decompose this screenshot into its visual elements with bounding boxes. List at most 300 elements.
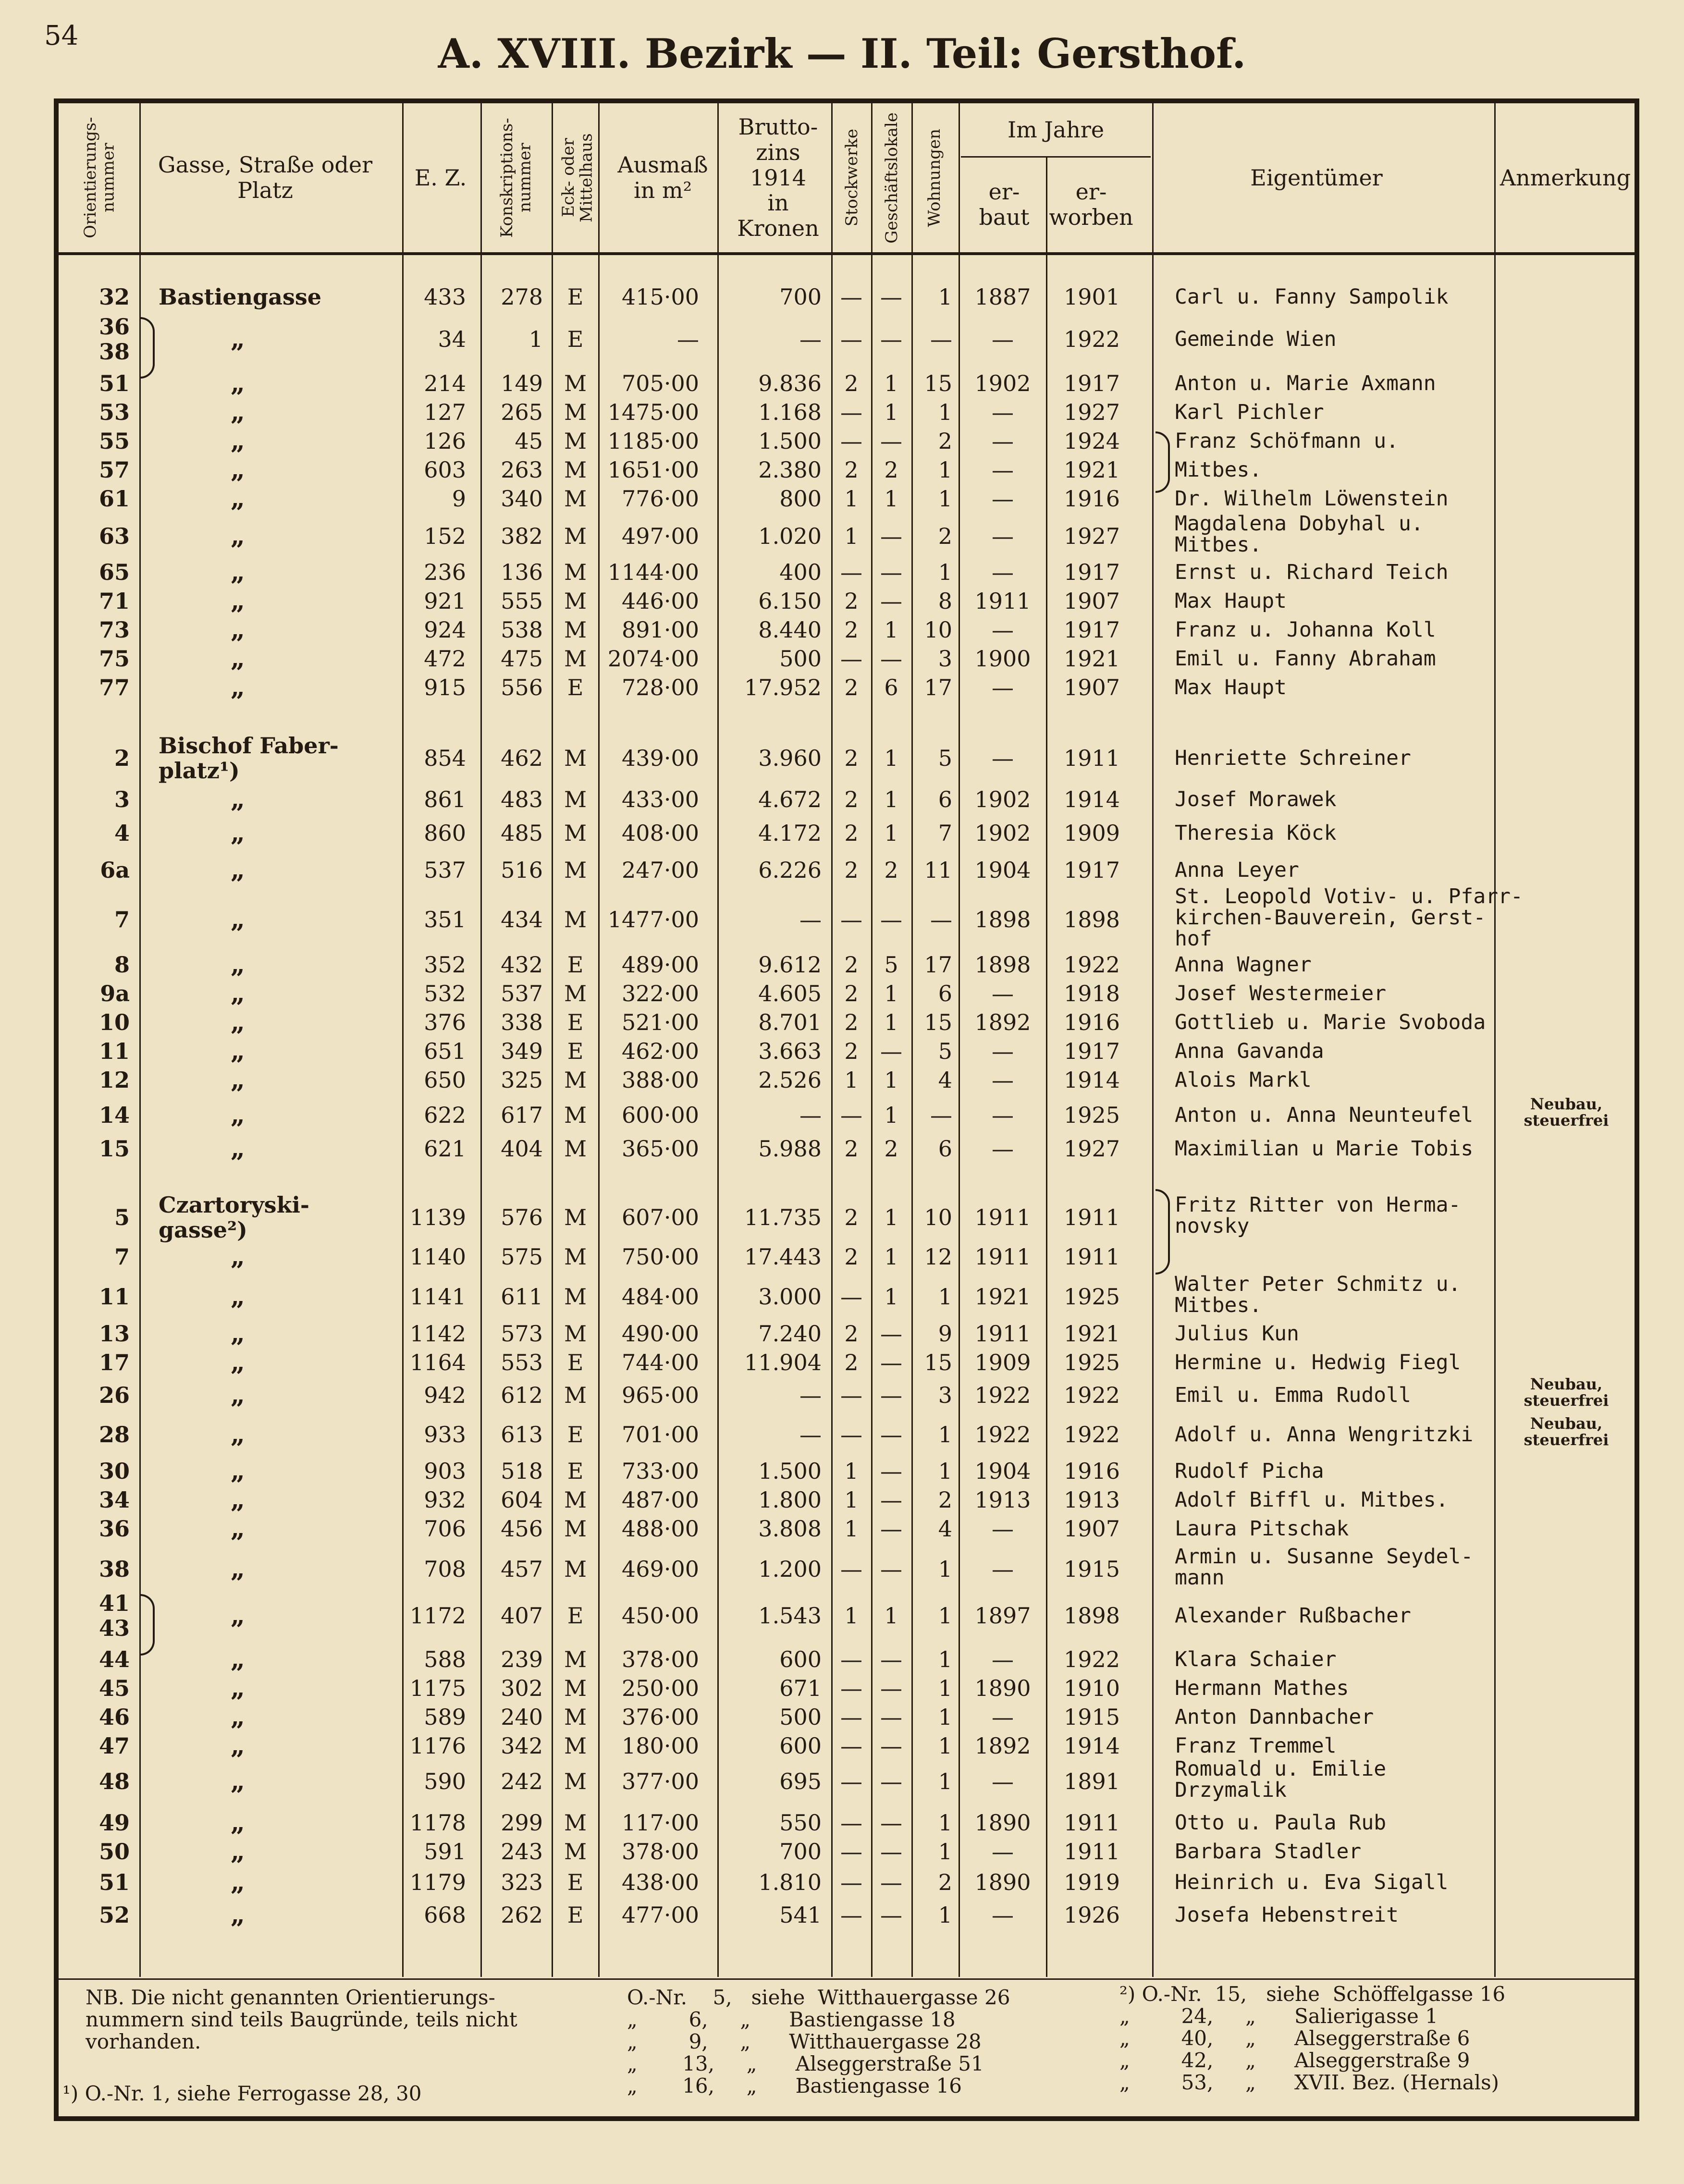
cell-st: 2 [844, 1244, 859, 1270]
cell-st: — [840, 1102, 862, 1128]
footnote-1: ¹) O.-Nr. 1, siehe Ferrogasse 28, 30 [62, 2082, 422, 2105]
cell-area: 733·00 [622, 1458, 699, 1484]
cell-built: 1921 [974, 1284, 1031, 1310]
cell-st: 2 [844, 1350, 859, 1375]
cell-kn: 243 [501, 1839, 543, 1865]
cell-wo: 6 [938, 1136, 952, 1162]
cell-wo: 3 [938, 1382, 952, 1408]
cell-em: M [564, 745, 587, 771]
cell-built: 1913 [974, 1487, 1031, 1513]
cell-owner: Anton u. Marie Axmann [1175, 371, 1436, 395]
table-row [0, 1702, 1684, 1731]
cell-gl: — [880, 1768, 902, 1794]
cell-em: E [567, 1009, 584, 1035]
cell-kn: 242 [501, 1768, 543, 1794]
cell-wo: 17 [924, 952, 952, 978]
cell-gl: 2 [884, 857, 898, 883]
cell-ez: 708 [424, 1556, 466, 1582]
cell-acq: 1891 [1063, 1768, 1120, 1794]
cell-acq: 1916 [1063, 486, 1120, 512]
cell-street: „ [231, 1134, 245, 1163]
cell-owner: Heinrich u. Eva Sigall [1175, 1870, 1449, 1894]
cell-acq: 1916 [1063, 1009, 1120, 1035]
cell-owner: Anna Wagner [1175, 953, 1312, 977]
cell-acq: 1927 [1063, 399, 1120, 425]
table-row [0, 1590, 1684, 1641]
cell-built: — [992, 617, 1014, 643]
cell-ez: 214 [424, 370, 466, 396]
cell-ez: 706 [424, 1516, 466, 1542]
cell-rent: 550 [779, 1810, 822, 1836]
cell-street: „ [231, 1900, 245, 1929]
cell-owner: Franz Schöfmann u. [1175, 429, 1399, 453]
cell-kn: 323 [501, 1869, 543, 1895]
cell-rent: 700 [779, 284, 822, 310]
cell-area: 378·00 [622, 1839, 699, 1865]
cell-area: 2074·00 [607, 646, 699, 672]
cell-owner: Hermine u. Hedwig Fiegl [1175, 1350, 1461, 1374]
cell-acq: 1922 [1063, 1422, 1120, 1448]
cell-rent: 4.605 [758, 981, 822, 1006]
cell-st: 2 [844, 588, 859, 614]
cell-wo: 1 [938, 1733, 952, 1759]
cell-on: 73 [98, 617, 130, 643]
cell-acq: 1925 [1063, 1350, 1120, 1375]
cell-em: M [564, 1487, 587, 1513]
cell-wo: 15 [924, 1350, 952, 1375]
cell-area: 1477·00 [607, 907, 699, 932]
cell-owner: Josefa Hebenstreit [1175, 1903, 1399, 1927]
cell-kn: 555 [501, 588, 543, 614]
cell-built: — [992, 1516, 1014, 1542]
cell-wo: 1 [938, 486, 952, 512]
cell-kn: 240 [501, 1704, 543, 1730]
table-row [0, 1839, 1684, 1864]
cell-em: M [564, 588, 587, 614]
cell-st: — [840, 1810, 862, 1836]
cell-acq: 1911 [1063, 1839, 1120, 1865]
cell-gl: 1 [884, 617, 898, 643]
cell-built: — [992, 1038, 1014, 1064]
table-row [0, 457, 1684, 482]
cell-wo: 6 [938, 981, 952, 1006]
cell-owner: Maximilian u Marie Tobis [1175, 1137, 1474, 1161]
cell-street: „ [231, 615, 245, 644]
cell-rent: 17.952 [744, 675, 822, 700]
cell-area: 1185·00 [607, 428, 699, 454]
cell-em: M [564, 1204, 587, 1230]
cell-street: Czartoryski- gasse²) [159, 1192, 310, 1243]
cell-rent: 4.672 [758, 786, 822, 812]
cell-acq: 1911 [1063, 1810, 1120, 1836]
table-row [0, 1456, 1684, 1485]
cell-area: 376·00 [622, 1704, 699, 1730]
cell-ez: 650 [424, 1067, 466, 1093]
cell-st: — [840, 1902, 862, 1928]
cell-wo: 5 [938, 1038, 952, 1064]
cell-em: E [567, 1458, 584, 1484]
cell-em: M [564, 786, 587, 812]
cell-built: 1892 [974, 1009, 1031, 1035]
cell-gl: — [880, 1422, 902, 1448]
cell-built: — [992, 428, 1014, 454]
cell-acq: 1915 [1063, 1556, 1120, 1582]
cell-street: „ [231, 1673, 245, 1703]
cell-rent: 800 [779, 486, 822, 512]
cell-em: M [564, 1136, 587, 1162]
cell-gl: — [880, 523, 902, 549]
cell-acq: 1914 [1063, 1067, 1120, 1093]
table-row [0, 1414, 1684, 1449]
cell-wo: 1 [938, 1902, 952, 1928]
cell-wo: 1 [938, 559, 952, 585]
cell-kn: 573 [501, 1321, 543, 1347]
cell-ez: 861 [424, 786, 466, 812]
cell-on: 53 [98, 399, 130, 425]
cell-rent: 8.440 [758, 617, 822, 643]
cell-st: — [840, 326, 862, 352]
cell-street: „ [231, 979, 245, 1008]
cell-area: 415·00 [622, 284, 699, 310]
cell-wo: 1 [938, 399, 952, 425]
cell-area: 488·00 [622, 1516, 699, 1542]
cell-gl: — [880, 326, 902, 352]
cell-on: 28 [98, 1422, 130, 1448]
cell-kn: 617 [501, 1102, 543, 1128]
cell-ez: 621 [424, 1136, 466, 1162]
cell-kn: 382 [501, 523, 543, 549]
cell-kn: 576 [501, 1204, 543, 1230]
cell-st: — [840, 399, 862, 425]
cell-area: 600·00 [622, 1102, 699, 1128]
cell-em: M [564, 1733, 587, 1759]
cell-street: „ [231, 785, 245, 814]
header-wohnungen: Wohnungen [925, 128, 945, 227]
cell-area: 377·00 [622, 1768, 699, 1794]
cell-owner: Franz u. Johanna Koll [1175, 618, 1436, 642]
header-brutto: Brutto-zins 1914 in Kronen [737, 113, 819, 242]
cell-em: M [564, 399, 587, 425]
cell-rent: 500 [779, 646, 822, 672]
cell-built: 1902 [974, 786, 1031, 812]
cell-ez: 590 [424, 1768, 466, 1794]
cell-on: 71 [98, 588, 130, 614]
cell-built: — [992, 1902, 1014, 1928]
cell-gl: — [880, 1516, 902, 1542]
cell-acq: 1914 [1063, 786, 1120, 812]
cell-built: 1890 [974, 1869, 1031, 1895]
cell-acq: 1921 [1063, 646, 1120, 672]
table-row [0, 368, 1684, 398]
cell-wo: 1 [938, 1810, 952, 1836]
cell-owner: Anna Gavanda [1175, 1039, 1324, 1063]
cell-street: „ [231, 1282, 245, 1311]
cell-wo: 2 [938, 428, 952, 454]
cell-acq: 1911 [1063, 745, 1120, 771]
cell-gl: 1 [884, 820, 898, 846]
cell-wo: 1 [938, 1458, 952, 1484]
table-row [0, 884, 1684, 951]
cell-rent: 1.810 [758, 1869, 822, 1895]
cell-on: 52 [98, 1902, 130, 1928]
cell-wo: 2 [938, 1869, 952, 1895]
cell-rent: 1.020 [758, 523, 822, 549]
cell-rent: 7.240 [758, 1321, 822, 1347]
table-row [0, 1487, 1684, 1512]
cell-on: 17 [98, 1350, 130, 1375]
cell-street: „ [231, 324, 245, 354]
cell-street: „ [231, 1837, 245, 1866]
cell-on: 48 [98, 1768, 130, 1794]
cell-acq: 1921 [1063, 457, 1120, 483]
cell-gl: 6 [884, 675, 898, 700]
cell-st: — [840, 1646, 862, 1672]
cell-st: — [840, 284, 862, 310]
cell-area: 462·00 [622, 1038, 699, 1064]
cell-wo: 12 [924, 1244, 952, 1270]
cell-gl: — [880, 1038, 902, 1064]
cell-gl: — [880, 1733, 902, 1759]
cell-street: „ [231, 1867, 245, 1897]
cell-kn: 239 [501, 1646, 543, 1672]
cell-ez: 921 [424, 588, 466, 614]
footnote-mid: O.-Nr. 5, siehe Witthauergasse 26 „ 6, „ Bastiengasse 18 „ 9, „ Witthauergasse 28 „ 13, „ Alseggerstraße 51 „ 16, „ Bastiengasse 16 [627, 1986, 1010, 2098]
cell-wo: 2 [938, 523, 952, 549]
cell-wo: 15 [924, 370, 952, 396]
cell-area: 750·00 [622, 1244, 699, 1270]
cell-street: „ [231, 426, 245, 455]
cell-on: 41 43 [98, 1590, 130, 1641]
cell-ez: 9 [452, 486, 466, 512]
cell-em: M [564, 457, 587, 483]
cell-acq: 1922 [1063, 1646, 1120, 1672]
cell-acq: 1898 [1063, 1603, 1120, 1629]
cell-owner: Emil u. Fanny Abraham [1175, 647, 1436, 671]
cell-em: M [564, 617, 587, 643]
cell-rent: — [799, 326, 822, 352]
table-row [0, 1272, 1684, 1317]
cell-ez: 924 [424, 617, 466, 643]
cell-ez: 860 [424, 820, 466, 846]
cell-rent: 600 [779, 1733, 822, 1759]
cell-wo: 1 [938, 1646, 952, 1672]
cell-em: M [564, 1839, 587, 1865]
cell-street: „ [231, 1731, 245, 1760]
cell-owner: Anna Leyer [1175, 858, 1299, 882]
cell-area: 744·00 [622, 1350, 699, 1375]
cell-gl: 1 [884, 1067, 898, 1093]
cell-owner: Adolf u. Anna Wengritzki [1175, 1423, 1474, 1447]
cell-rent: 2.380 [758, 457, 822, 483]
cell-wo: 1 [938, 1675, 952, 1701]
table-row [0, 733, 1684, 784]
cell-ez: 651 [424, 1038, 466, 1064]
cell-kn: 265 [501, 399, 543, 425]
cell-st: 2 [844, 786, 859, 812]
cell-on: 26 [98, 1382, 130, 1408]
cell-wo: 1 [938, 1768, 952, 1794]
cell-kn: 407 [501, 1603, 543, 1629]
cell-kn: 457 [501, 1556, 543, 1582]
cell-street: „ [231, 905, 245, 934]
cell-acq: 1909 [1063, 820, 1120, 846]
cell-em: E [567, 1350, 584, 1375]
cell-em: M [564, 1704, 587, 1730]
cell-ez: 588 [424, 1646, 466, 1672]
cell-gl: — [880, 1382, 902, 1408]
cell-area: 250·00 [622, 1675, 699, 1701]
cell-st: 1 [844, 1516, 859, 1542]
cell-gl: — [880, 1869, 902, 1895]
cell-built: 1911 [974, 1244, 1031, 1270]
cell-built: 1898 [974, 907, 1031, 932]
cell-em: E [567, 675, 584, 700]
cell-built: — [992, 1839, 1014, 1865]
cell-owner: St. Leopold Votiv- u. Pfarr- kirchen-Bauverein, Gerst- hof [1175, 884, 1523, 951]
cell-owner: Henriette Schreiner [1175, 746, 1411, 770]
cell-kn: 518 [501, 1458, 543, 1484]
cell-area: 433·00 [622, 786, 699, 812]
table-row [0, 512, 1684, 557]
cell-built: 1890 [974, 1675, 1031, 1701]
cell-acq: 1901 [1063, 284, 1120, 310]
cell-built: 1902 [974, 370, 1031, 396]
cell-kn: 404 [501, 1136, 543, 1162]
cell-acq: 1916 [1063, 1458, 1120, 1484]
cell-built: 1911 [974, 588, 1031, 614]
cell-on: 10 [98, 1009, 130, 1035]
cell-st: 1 [844, 1458, 859, 1484]
cell-ez: 854 [424, 745, 466, 771]
cell-em: M [564, 523, 587, 549]
header-stockwerke: Stockwerke [842, 129, 862, 227]
cell-built: — [992, 1556, 1014, 1582]
header-geschaeftslokale: Geschäftslokale [882, 112, 902, 244]
table-row [0, 1350, 1684, 1375]
cell-built: — [992, 745, 1014, 771]
cell-kn: 613 [501, 1422, 543, 1448]
cell-street: „ [231, 1380, 245, 1410]
cell-ez: 589 [424, 1704, 466, 1730]
cell-acq: 1925 [1063, 1284, 1120, 1310]
cell-on: 36 38 [98, 314, 130, 365]
cell-kn: 604 [501, 1487, 543, 1513]
cell-owner: Josef Morawek [1175, 787, 1337, 811]
cell-street: „ [231, 1100, 245, 1129]
cell-acq: 1922 [1063, 326, 1120, 352]
cell-ez: 668 [424, 1902, 466, 1928]
cell-owner [1175, 1244, 1487, 1269]
cell-ez: 1139 [409, 1204, 466, 1230]
cell-st: — [840, 1733, 862, 1759]
cell-gl: 1 [884, 1284, 898, 1310]
cell-acq: 1926 [1063, 1902, 1120, 1928]
cell-em: E [567, 326, 584, 352]
cell-built: — [992, 399, 1014, 425]
cell-owner: Emil u. Emma Rudoll [1175, 1383, 1411, 1407]
cell-owner: Adolf Biffl u. Mitbes. [1175, 1488, 1449, 1512]
cell-street: „ [231, 950, 245, 979]
cell-st: — [840, 428, 862, 454]
cell-kn: 263 [501, 457, 543, 483]
cell-em: E [567, 952, 584, 978]
cell-street: „ [231, 644, 245, 673]
cell-owner: Gottlieb u. Marie Svoboda [1175, 1010, 1486, 1034]
table-row [0, 1673, 1684, 1703]
cell-ez: 933 [424, 1422, 466, 1448]
cell-kn: 462 [501, 745, 543, 771]
table-row [0, 818, 1684, 847]
cell-built: — [992, 1136, 1014, 1162]
cell-owner: Alois Markl [1175, 1068, 1312, 1092]
cell-wo: 2 [938, 1487, 952, 1513]
header-erworben: er-worben [1049, 179, 1133, 230]
cell-rent: 17.443 [744, 1244, 822, 1270]
cell-on: 14 [98, 1102, 130, 1128]
cell-rent: 600 [779, 1646, 822, 1672]
table-row [0, 1810, 1684, 1835]
cell-street: „ [231, 1485, 245, 1514]
cell-em: M [564, 1556, 587, 1582]
cell-rent: — [799, 907, 822, 932]
cell-ez: 472 [424, 646, 466, 672]
cell-acq: 1911 [1063, 1244, 1120, 1270]
cell-st: — [840, 907, 862, 932]
cell-em: M [564, 1675, 587, 1701]
cell-ez: 1164 [409, 1350, 466, 1375]
table-row [0, 617, 1684, 642]
cell-wo: 8 [938, 588, 952, 614]
cell-rent: 6.150 [758, 588, 822, 614]
cell-gl: — [880, 646, 902, 672]
cell-area: 1144·00 [607, 559, 699, 585]
table-row [0, 1244, 1684, 1269]
cell-gl: — [880, 1350, 902, 1375]
cell-kn: 45 [515, 428, 543, 454]
cell-area: 322·00 [622, 981, 699, 1006]
cell-ez: 34 [438, 326, 466, 352]
cell-area: 705·00 [622, 370, 699, 396]
cell-gl: — [880, 1839, 902, 1865]
cell-built: 1922 [974, 1422, 1031, 1448]
header-eck: Eck- oder Mittelhaus [558, 133, 596, 222]
cell-wo: 10 [924, 1204, 952, 1230]
cell-rent: 3.000 [758, 1284, 822, 1310]
cell-st: — [840, 1869, 862, 1895]
cell-on: 7 [114, 1244, 130, 1270]
cell-owner: Mitbes. [1175, 458, 1262, 482]
cell-built: — [992, 523, 1014, 549]
cell-on: 51 [98, 1869, 130, 1895]
header-anmerkung: Anmerkung [1500, 164, 1631, 191]
cell-em: M [564, 1810, 587, 1836]
cell-ez: 236 [424, 559, 466, 585]
cell-on: 77 [98, 675, 130, 700]
cell-wo: 1 [938, 1556, 952, 1582]
cell-area: 117·00 [622, 1810, 699, 1836]
table-row [0, 1136, 1684, 1161]
cell-street: „ [231, 855, 245, 884]
cell-st: 2 [844, 675, 859, 700]
cell-ez: 622 [424, 1102, 466, 1128]
cell-st: — [840, 1839, 862, 1865]
cell-street: „ [231, 1036, 245, 1066]
cell-st: 2 [844, 952, 859, 978]
cell-built: 1902 [974, 820, 1031, 846]
cell-owner: Romuald u. Emilie Drzymalik [1175, 1757, 1387, 1802]
cell-gl: — [880, 1321, 902, 1347]
header-im-jahre: Im Jahre [961, 103, 1151, 158]
